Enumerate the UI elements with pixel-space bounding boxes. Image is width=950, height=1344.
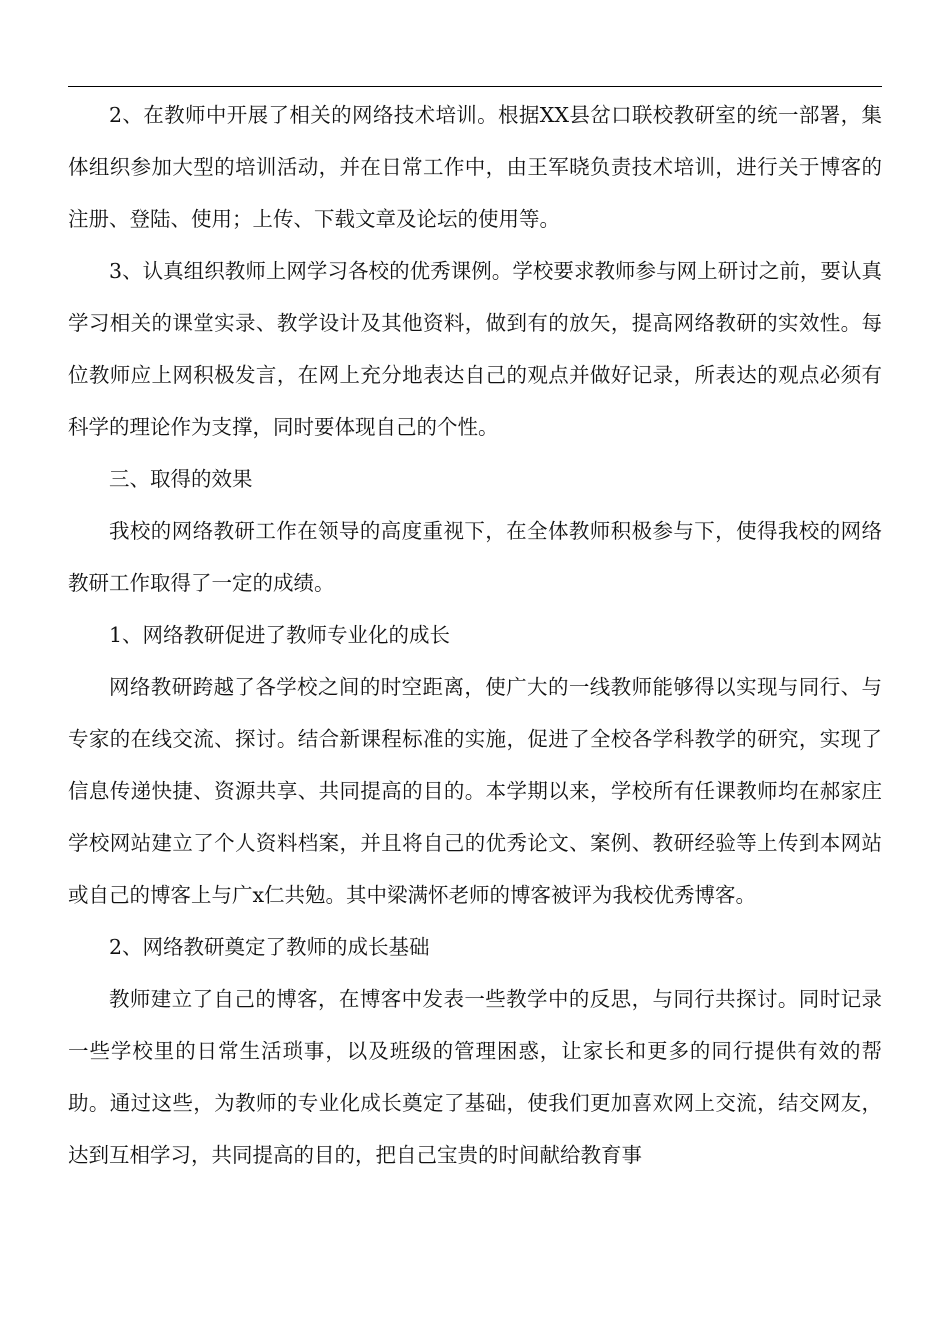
paragraph-growth-foundation: 教师建立了自己的博客，在博客中发表一些教学中的反思，与同行共探讨。同时记录一些学校里的日常生活琐事，以及班级的管理困惑，让家长和更多的同行提供有效的帮助。通过这些，为教师的专业化成长奠定了基础，使我们更加喜欢网上交流，结交网友，达到互相学习，共同提高的目的，把自己宝贵的时间献给教育事 (68, 987, 882, 1167)
subheading-growth-foundation: 2、网络教研奠定了教师的成长基础 (109, 935, 430, 959)
paragraph-results-intro: 我校的网络教研工作在领导的高度重视下，在全体教师积极参与下，使得我校的网络教研工作取得了一定的成绩。 (68, 519, 882, 595)
paragraph-network-training: 2、在教师中开展了相关的网络技术培训。根据XX县岔口联校教研室的统一部署，集体组织参加大型的培训活动，并在日常工作中，由王军晓负责技术培训，进行关于博客的注册、登陆、使用；上传、下载文章及论坛的使用等。 (68, 103, 882, 231)
section-heading-results: 三、取得的效果 (109, 467, 253, 491)
header-rule (68, 86, 882, 87)
subheading-professional-growth: 1、网络教研促进了教师专业化的成长 (109, 623, 451, 647)
document-body (68, 89, 882, 1181)
paragraph-online-study: 3、认真组织教师上网学习各校的优秀课例。学校要求教师参与网上研讨之前，要认真学习相关的课堂实录、教学设计及其他资料，做到有的放矢，提高网络教研的实效性。每位教师应上网积极发言，在网上充分地表达自己的观点并做好记录，所表达的观点必须有科学的理论作为支撑，同时要体现自己的个性。 (68, 259, 882, 439)
paragraph-professional-growth: 网络教研跨越了各学校之间的时空距离，使广大的一线教师能够得以实现与同行、与专家的在线交流、探讨。结合新课程标准的实施，促进了全校各学科教学的研究，实现了信息传递快捷、资源共享、共同提高的目的。本学期以来，学校所有任课教师均在郝家庄学校网站建立了个人资料档案，并且将自己的优秀论文、案例、教研经验等上传到本网站或自己的博客上与广x仁共勉。其中梁满怀老师的博客被评为我校优秀博客。 (68, 675, 882, 907)
